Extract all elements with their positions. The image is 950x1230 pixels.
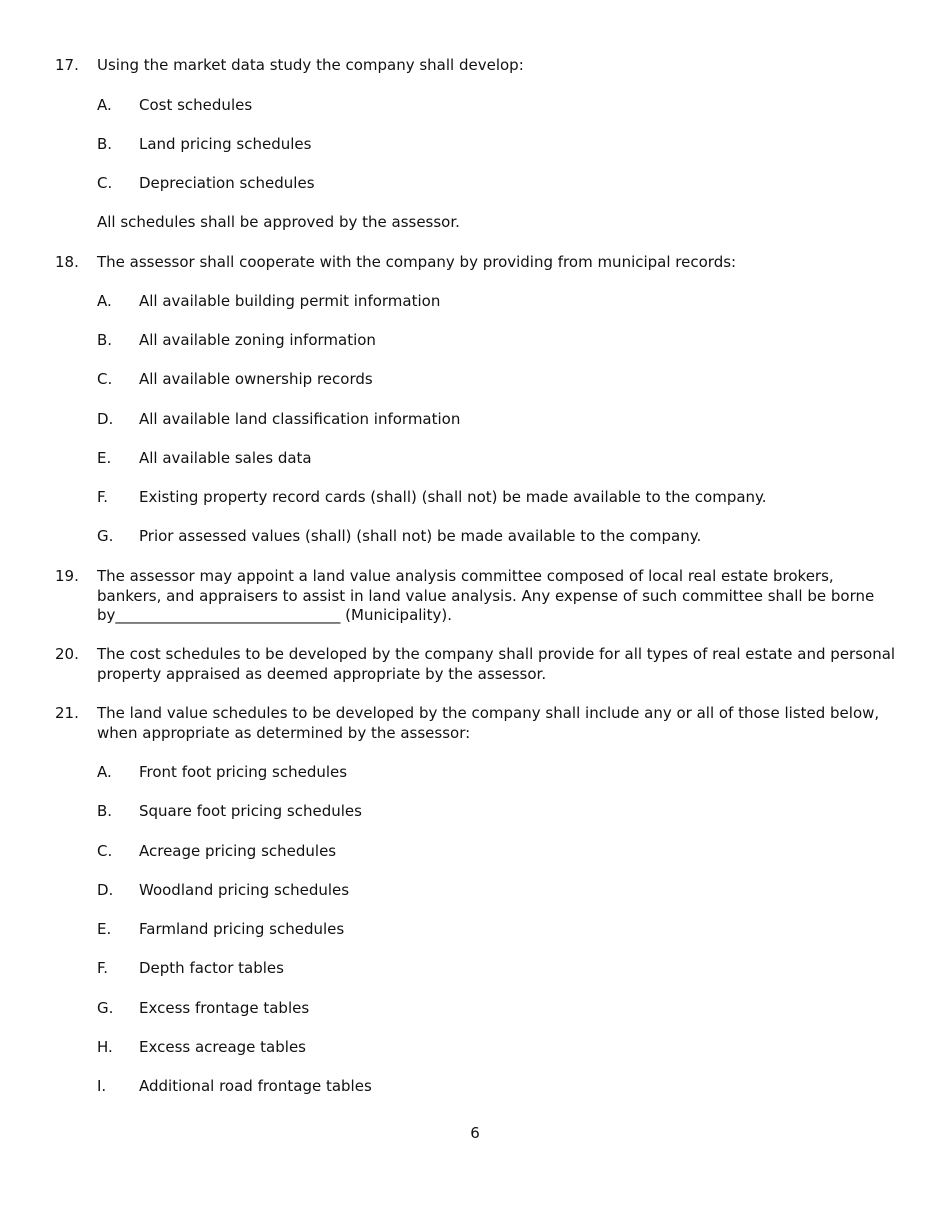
sub-item-text: Square foot pricing schedules	[139, 802, 362, 820]
sub-item-letter: E.	[97, 449, 112, 467]
sub-item-text: All available land classification information	[139, 410, 461, 428]
item-text: The land value schedules to be developed by the company shall include any or all of those listed below, when appropriate as determined by the assessor:	[97, 704, 880, 742]
sub-item-text: Existing property record cards (shall) (shall not) be made available to the company.	[139, 488, 767, 506]
sub-item-letter: C.	[97, 174, 113, 192]
sub-item-text: Farmland pricing schedules	[139, 920, 345, 938]
sub-item-letter: H.	[97, 1038, 113, 1056]
sub-item-letter: D.	[97, 410, 114, 428]
sub-item-letter: C.	[97, 370, 113, 388]
item-number: 21.	[55, 704, 79, 722]
sub-item-letter: F.	[97, 488, 108, 506]
sub-item-text: Depth factor tables	[139, 959, 284, 977]
item-text: Using the market data study the company shall develop:	[97, 56, 524, 74]
sub-item-text: Front foot pricing schedules	[139, 763, 348, 781]
item-text: The assessor may appoint a land value analysis committee composed of local real estate brokers, bankers, and appraisers to assist in land value analysis. Any expense of such committee shall be borne by______________________________ (Municipality).	[97, 567, 875, 624]
item-number: 20.	[55, 645, 79, 663]
sub-item-letter: G.	[97, 527, 114, 545]
sub-item-letter: E.	[97, 920, 112, 938]
sub-item-text: All available building permit information	[139, 292, 441, 310]
sub-item-text: Land pricing schedules	[139, 135, 312, 153]
sub-item-letter: B.	[97, 802, 113, 820]
sub-item-letter: A.	[97, 292, 112, 310]
sub-item-letter: A.	[97, 763, 112, 781]
sub-item-text: Depreciation schedules	[139, 174, 315, 192]
item-number: 18.	[55, 253, 79, 271]
sub-item-text: Prior assessed values (shall) (shall not) be made available to the company.	[139, 527, 702, 545]
sub-item-letter: F.	[97, 959, 108, 977]
sub-item-letter: I.	[97, 1077, 107, 1095]
sub-item-text: All available ownership records	[139, 370, 373, 388]
page-number: 6	[470, 1124, 480, 1142]
sub-item-text: All available sales data	[139, 449, 312, 467]
item-number: 17.	[55, 56, 79, 74]
sub-item-letter: G.	[97, 999, 114, 1017]
item-number: 19.	[55, 567, 79, 585]
sub-item-letter: B.	[97, 135, 113, 153]
sub-item-text: Woodland pricing schedules	[139, 881, 350, 899]
item-note: All schedules shall be approved by the assessor.	[97, 213, 460, 231]
sub-item-text: Cost schedules	[139, 96, 253, 114]
sub-item-letter: C.	[97, 842, 113, 860]
sub-item-text: Acreage pricing schedules	[139, 842, 337, 860]
sub-item-letter: D.	[97, 881, 114, 899]
sub-item-letter: B.	[97, 331, 113, 349]
sub-item-text: All available zoning information	[139, 331, 376, 349]
sub-item-text: Additional road frontage tables	[139, 1077, 372, 1095]
item-text: The cost schedules to be developed by the company shall provide for all types of real estate and personal property appraised as deemed appropriate by the assessor.	[97, 645, 896, 683]
item-text: The assessor shall cooperate with the company by providing from municipal records:	[97, 253, 737, 271]
sub-item-text: Excess frontage tables	[139, 999, 310, 1017]
sub-item-letter: A.	[97, 96, 112, 114]
sub-item-text: Excess acreage tables	[139, 1038, 306, 1056]
